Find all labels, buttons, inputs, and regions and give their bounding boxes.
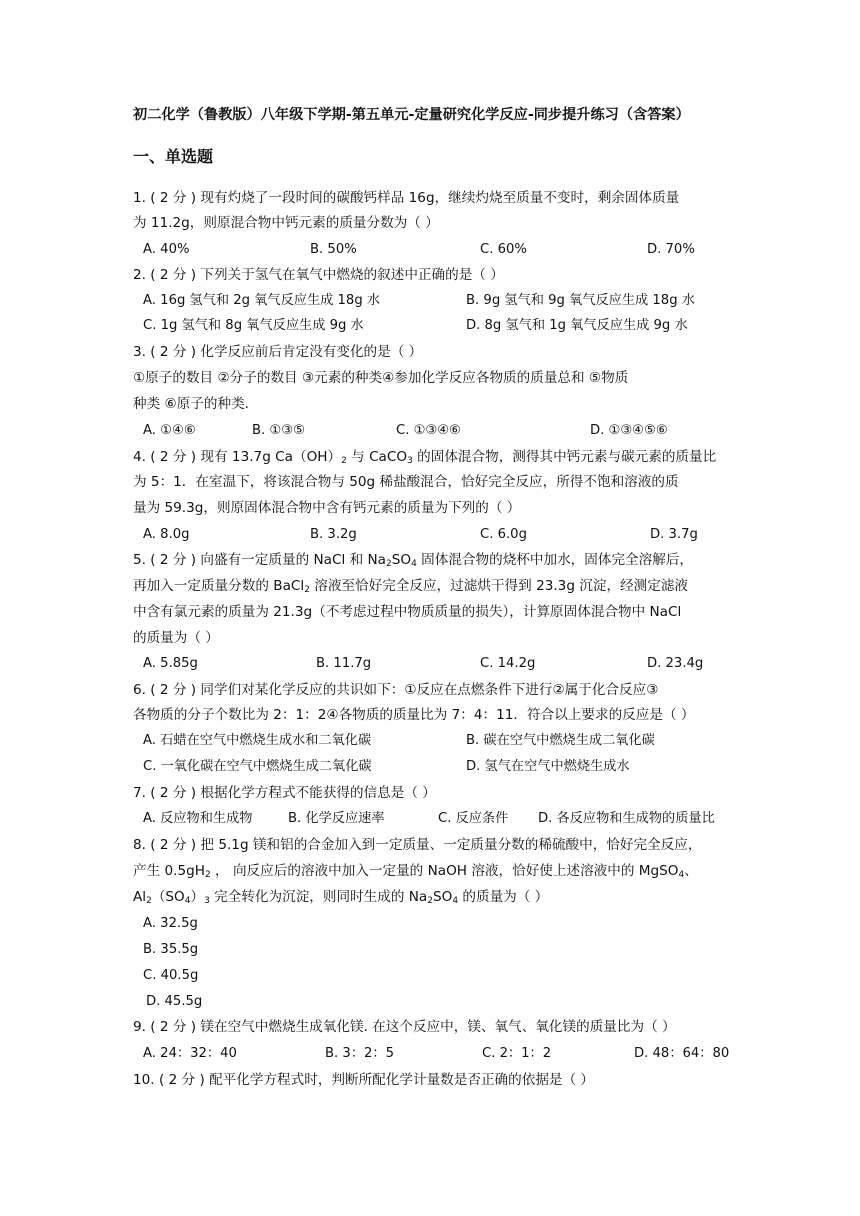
q5-option-a: A. 5.85g — [143, 656, 198, 671]
question-1-text: 1. ( 2 分 ) 现有灼烧了一段时间的碳酸钙样品 16g，继续灼烧至质量不变时，剩余固体质量 — [133, 190, 680, 206]
q6-option-a: A. 石蜡在空气中燃烧生成水和二氧化碳 — [143, 733, 372, 748]
question-4-text: 4. ( 2 分 ) 现有 13.7g $Ca(OH)_2$ 与 CaCO$_3$ 的固体混合物，测得其中钙元素与碳元素的质量比 — [133, 449, 717, 466]
question-5-text: 再加入一定质量分数的 BaCl$_2$ 溶液至恰好完全反应，过滤烘干得到 23.3g 沉淀，经测定滤液 — [133, 578, 689, 595]
question-5-text: 的质量为（ ） — [133, 630, 219, 646]
question-4-text: 量为 59.3g，则原固体混合物中含有钙元素的质量为下列的（ ） — [133, 500, 521, 516]
q6-option-d: D. 氢气在空气中燃烧生成水 — [466, 759, 630, 774]
q6-option-b: B. 碳在空气中燃烧生成二氧化碳 — [466, 733, 655, 748]
question-6-text: 各物质的分子个数比为 2：1：2④各物质的质量比为 7：4：11．符合以上要求的反应是（ ） — [133, 707, 695, 723]
document-title: 初二化学（鲁教版）八年级下学期-第五单元-定量研究化学反应-同步提升练习（含答案） — [133, 107, 690, 123]
question-8-text: 产生 $0.5gH_2$ ， 向反应后的溶液中加入一定量的 NaOH 溶液，恰好使上述溶液中的 MgSO$_4$、 — [133, 863, 698, 880]
q7-option-d: D. 各反应物和生成物的质量比 — [538, 811, 715, 826]
q8-option-c: C. 40.5g — [143, 968, 199, 983]
q4-option-b: B. 3.2g — [310, 527, 357, 542]
q4-option-a: A. 8.0g — [143, 527, 190, 542]
q3-option-a: A. ①④⑥ — [143, 423, 196, 438]
question-3-text: 种类 ⑥原子的种类. — [133, 396, 249, 412]
q1-option-d: D. 70% — [647, 242, 695, 257]
q4-option-c: C. 6.0g — [480, 527, 527, 542]
q1-option-a: A. 40% — [143, 242, 190, 257]
q7-option-c: C. 反应条件 — [438, 811, 509, 826]
q3-option-c: C. ①③④⑥ — [396, 423, 461, 438]
question-8-text: 8. ( 2 分 ) 把 5.1g 镁和铝的合金加入到一定质量、一定质量分数的稀硫酸中，恰好完全反应， — [133, 837, 702, 853]
q3-option-b: B. ①③⑤ — [252, 423, 305, 438]
question-5-text: 5. ( 2 分 ) 向盛有一定质量的 NaCl 和 $Na_2SO_4$ 固体混合物的烧杯中加水，固体完全溶解后， — [133, 552, 694, 569]
q8-option-d: D. 45.5g — [146, 994, 203, 1009]
question-8-text: $Al_2(SO_4)_3$ 完全转化为沉淀，则同时生成的 $Na_2SO_4$ 的质量为（ ） — [133, 889, 549, 906]
question-7-text: 7. ( 2 分 ) 根据化学方程式不能获得的信息是（ ） — [133, 785, 436, 801]
section-heading: 一、单选题 — [133, 147, 214, 166]
q7-option-b: B. 化学反应速率 — [288, 811, 385, 826]
q2-option-d: D. 8g 氢气和 1g 氧气反应生成 9g 水 — [466, 318, 688, 333]
q5-option-d: D. 23.4g — [647, 656, 704, 671]
q8-option-a: A. 32.5g — [143, 916, 198, 931]
q2-option-a: A. 16g 氢气和 2g 氧气反应生成 18g 水 — [143, 293, 381, 308]
q9-option-a: A. 24：32：40 — [143, 1046, 237, 1061]
q8-option-b: B. 35.5g — [143, 942, 199, 957]
q9-option-c: C. 2：1：2 — [482, 1046, 552, 1061]
q2-option-b: B. 9g 氢气和 9g 氧气反应生成 18g 水 — [466, 293, 695, 308]
question-3-text: 3. ( 2 分 ) 化学反应前后肯定没有变化的是（ ） — [133, 344, 423, 360]
question-4-text: 为 5：1．在室温下，将该混合物与 50g 稀盐酸混合，恰好完全反应，所得不饱和溶液的质 — [133, 474, 679, 490]
q5-option-b: B. 11.7g — [316, 656, 372, 671]
question-5-text: 中含有氯元素的质量为 21.3g（不考虑过程中物质质量的损失），计算原固体混合物中 NaCl — [133, 604, 682, 620]
q5-option-c: C. 14.2g — [480, 656, 536, 671]
question-6-text: 6. ( 2 分 ) 同学们对某化学反应的共识如下：①反应在点燃条件下进行②属于化合反应③ — [133, 682, 659, 698]
q6-option-c: C. 一氧化碳在空气中燃烧生成二氧化碳 — [143, 759, 372, 774]
q1-option-c: C. 60% — [480, 242, 527, 257]
q9-option-b: B. 3：2：5 — [325, 1046, 394, 1061]
q3-option-d: D. ①③④⑤⑥ — [590, 423, 668, 438]
question-2-text: 2. ( 2 分 ) 下列关于氢气在氧气中燃烧的叙述中正确的是（ ） — [133, 267, 504, 283]
q9-option-d: D. 48：64：80 — [634, 1046, 730, 1061]
q4-option-d: D. 3.7g — [650, 527, 698, 542]
q1-option-b: B. 50% — [310, 242, 357, 257]
q2-option-c: C. 1g 氢气和 8g 氧气反应生成 9g 水 — [143, 318, 364, 333]
question-1-text: 为 11.2g，则原混合物中钙元素的质量分数为（ ） — [133, 215, 439, 231]
question-10-text: 10. ( 2 分 ) 配平化学方程式时，判断所配化学计量数是否正确的依据是（ ） — [133, 1072, 595, 1088]
question-3-text: ①原子的数目 ②分子的数目 ③元素的种类④参加化学反应各物质的质量总和 ⑤物质 — [133, 370, 629, 386]
q7-option-a: A. 反应物和生成物 — [143, 811, 253, 826]
question-9-text: 9. ( 2 分 ) 镁在空气中燃烧生成氧化镁. 在这个反应中，镁、氧气、氧化镁的质量比为（ ） — [133, 1019, 676, 1035]
